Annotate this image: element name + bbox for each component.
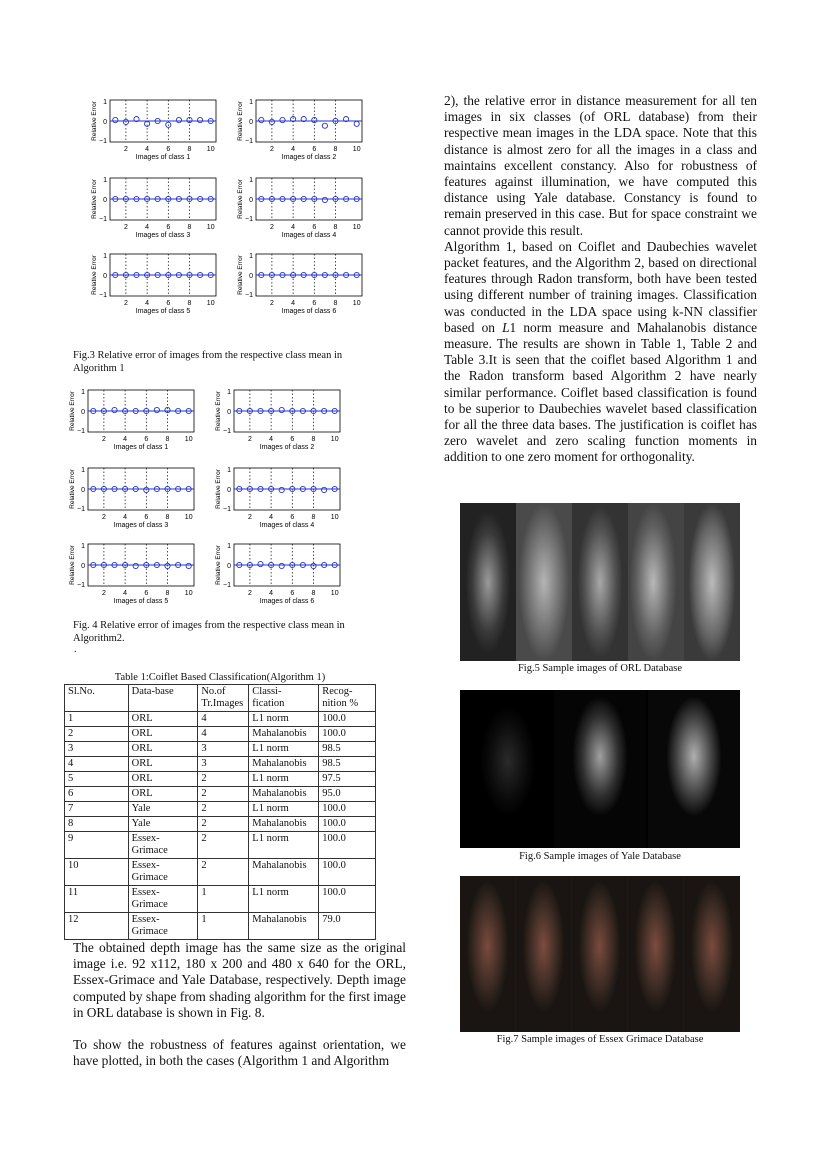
table-cell: Yale — [128, 802, 198, 817]
fig3-point — [259, 117, 264, 122]
table1-header-row — [65, 685, 376, 712]
fig3-ylabel: Relative Error — [91, 255, 98, 295]
fig3-ytick-label: 0 — [249, 197, 253, 204]
right-paragraph-2b: 1 norm measure and Mahalanobis distance measure. The results are shown in Table 1, Table 2 and Table 3.It is seen that the coiflet based Algorithm 1 and the Radon transform based Algorithm 2 have nearly similar performance. Coiflet based classification is found to be superior to Daubechies wavelet based classification for all the three data bases. The justification is coiflet has zero wavelet and zero scaling function moments in addition to one zero moment for orthogonality. — [444, 319, 758, 465]
fig3-xtick-label: 6 — [166, 146, 171, 153]
fig3-xtick-label: 6 — [166, 224, 171, 231]
fig5-caption: Fig.5 Sample images of ORL Database — [517, 663, 683, 674]
fig4-xtick-label: 8 — [165, 514, 170, 521]
fig3-ytick-label: 1 — [249, 177, 253, 184]
fig3-xlabel: Images of class 6 — [281, 308, 337, 315]
fig4-xlabel: Images of class 3 — [113, 522, 169, 529]
table-cell: Mahalanobis — [249, 817, 319, 832]
table-cell: 100.0 — [319, 727, 376, 742]
table-cell: ORL — [128, 772, 198, 787]
left-paragraph-2: To show the robustness of features against orientation, we have plotted, in both the cases (Algorithm 1 and Algorithm — [73, 1037, 406, 1069]
right-paragraph-2a: Algorithm 1, based on Coiflet and Daubechies wavelet packet features, and the Algorithm 2, based on directional features through Radon transform, both have been tested using different number of training images. Classification was conducted in the LDA space using k-NN classifier based on — [444, 238, 757, 335]
table-cell: 2 — [198, 859, 249, 886]
table-row — [65, 802, 376, 817]
yale-sample-images — [460, 690, 740, 848]
table-cell: 97.5 — [319, 772, 376, 787]
table-cell: ORL — [128, 787, 198, 802]
fig4-ytick-label: 0 — [81, 487, 85, 494]
table-row — [65, 787, 376, 802]
table-row — [65, 817, 376, 832]
fig4-xtick-label: 6 — [290, 514, 295, 521]
fig4-xtick-label: 4 — [123, 590, 128, 597]
fig4-xtick-label: 6 — [290, 590, 295, 597]
fig4-point — [133, 563, 138, 568]
fig3-xtick-label: 10 — [206, 146, 215, 153]
fig4-xtick-label: 10 — [330, 590, 339, 597]
table-row — [65, 757, 376, 772]
table-cell: 11 — [65, 886, 129, 913]
table-cell: 1 — [198, 886, 249, 913]
table-cell: 100.0 — [319, 859, 376, 886]
right-column-text — [444, 93, 757, 466]
table1-header-cell: No.of Tr.Images — [198, 685, 249, 712]
table-cell: 100.0 — [319, 802, 376, 817]
fig3-xlabel: Images of class 5 — [135, 308, 191, 315]
table-cell: L1 norm — [249, 802, 319, 817]
fig3-point — [354, 121, 359, 126]
fig3-xtick-label: 6 — [312, 146, 317, 153]
fig3-ytick-label: 1 — [103, 177, 107, 184]
fig4-point — [258, 561, 263, 566]
fig4-xtick-label: 2 — [247, 436, 252, 443]
table-cell: L1 norm — [249, 712, 319, 727]
table-cell: 2 — [198, 817, 249, 832]
norm-symbol: L — [502, 319, 510, 335]
fig4-ytick-label: 0 — [227, 487, 231, 494]
table-cell: ORL — [128, 727, 198, 742]
table-cell: ORL — [128, 712, 198, 727]
table-cell: 10 — [65, 859, 129, 886]
fig4-xtick-label: 4 — [269, 514, 274, 521]
table1 — [64, 684, 376, 940]
fig3-point — [322, 197, 327, 202]
fig4-xtick-label: 10 — [330, 436, 339, 443]
essex-sample-images — [460, 876, 740, 1032]
table-cell: 98.5 — [319, 757, 376, 772]
table-cell: Essex- Grimace — [128, 913, 198, 940]
table-cell: Mahalanobis — [249, 859, 319, 886]
fig4-ytick-label: 1 — [81, 467, 85, 474]
fig3-ylabel: Relative Error — [237, 255, 244, 295]
table-cell: 1 — [198, 913, 249, 940]
fig3-xtick-label: 6 — [166, 300, 171, 307]
table-cell: Essex- Grimace — [128, 886, 198, 913]
table-row — [65, 913, 376, 940]
fig4-xtick-label: 8 — [165, 436, 170, 443]
fig3-xlabel: Images of class 3 — [135, 232, 191, 239]
table-cell: 6 — [65, 787, 129, 802]
table-cell: L1 norm — [249, 742, 319, 757]
fig3-xtick-label: 2 — [123, 224, 128, 231]
fig4-xtick-label: 2 — [101, 436, 106, 443]
fig4-ytick-label: −1 — [223, 428, 231, 435]
table1-caption: Table 1:Coiflet Based Classification(Algorithm 1) — [114, 672, 326, 683]
fig4-ytick-label: 0 — [81, 563, 85, 570]
fig4-xtick-label: 8 — [165, 590, 170, 597]
fig3-point — [280, 117, 285, 122]
table-cell: 4 — [198, 727, 249, 742]
fig4-point — [279, 407, 284, 412]
table-cell: 79.0 — [319, 913, 376, 940]
fig4-xlabel: Images of class 6 — [259, 598, 315, 605]
table-row — [65, 742, 376, 757]
table-row — [65, 832, 376, 859]
fig3-xtick-label: 8 — [333, 146, 338, 153]
fig3-xtick-label: 10 — [352, 300, 361, 307]
fig3-ytick-label: −1 — [245, 292, 253, 299]
fig4-point — [112, 407, 117, 412]
table-cell: 100.0 — [319, 832, 376, 859]
left-column-text — [73, 940, 406, 1069]
fig3-ytick-label: 0 — [103, 197, 107, 204]
fig4-xtick-label: 8 — [311, 514, 316, 521]
fig4-xtick-label: 8 — [311, 436, 316, 443]
fig3-xtick-label: 8 — [187, 224, 192, 231]
table-row — [65, 859, 376, 886]
fig3-ylabel: Relative Error — [237, 101, 244, 141]
fig3-xtick-label: 10 — [352, 146, 361, 153]
fig4-plots — [66, 388, 366, 620]
fig3-ytick-label: 0 — [249, 119, 253, 126]
fig3-xlabel: Images of class 2 — [281, 154, 337, 161]
fig3-ylabel: Relative Error — [91, 179, 98, 219]
fig3-point — [113, 117, 118, 122]
fig3-xtick-label: 2 — [123, 300, 128, 307]
fig3-xtick-label: 4 — [145, 146, 150, 153]
fig3-ytick-label: 1 — [249, 253, 253, 260]
fig3-ytick-label: 0 — [103, 273, 107, 280]
fig4-ytick-label: −1 — [223, 506, 231, 513]
table-cell: Yale — [128, 817, 198, 832]
table-cell: 4 — [65, 757, 129, 772]
fig3-xtick-label: 2 — [123, 146, 128, 153]
table-cell: 100.0 — [319, 712, 376, 727]
table-cell: 2 — [198, 787, 249, 802]
fig3-ytick-label: −1 — [99, 216, 107, 223]
fig4-xtick-label: 10 — [184, 436, 193, 443]
table-cell: Mahalanobis — [249, 913, 319, 940]
table-cell: 100.0 — [319, 817, 376, 832]
fig3-ytick-label: −1 — [99, 138, 107, 145]
fig3-xtick-label: 8 — [333, 224, 338, 231]
fig3-ytick-label: 0 — [249, 273, 253, 280]
fig3-plots — [88, 98, 388, 330]
fig6-caption: Fig.6 Sample images of Yale Database — [519, 851, 681, 862]
table-cell: 5 — [65, 772, 129, 787]
fig4-point — [279, 487, 284, 492]
fig3-xtick-label: 10 — [206, 300, 215, 307]
table-cell: Mahalanobis — [249, 787, 319, 802]
fig4-xtick-label: 4 — [123, 436, 128, 443]
table-cell: Essex- Grimace — [128, 832, 198, 859]
fig4-ytick-label: 1 — [227, 467, 231, 474]
table1-header-cell: Sl.No. — [65, 685, 129, 712]
fig3-xtick-label: 10 — [352, 224, 361, 231]
fig3-xtick-label: 8 — [187, 146, 192, 153]
table-cell: ORL — [128, 742, 198, 757]
table-cell: 7 — [65, 802, 129, 817]
table-cell: 95.0 — [319, 787, 376, 802]
fig4-xtick-label: 6 — [144, 590, 149, 597]
table-cell: L1 norm — [249, 832, 319, 859]
table-cell: 2 — [198, 802, 249, 817]
fig4-xtick-label: 10 — [184, 590, 193, 597]
fig4-ylabel: Relative Error — [69, 469, 76, 509]
table-cell: 100.0 — [319, 886, 376, 913]
table-cell: 3 — [198, 742, 249, 757]
fig3-point — [198, 117, 203, 122]
fig3-xtick-label: 4 — [291, 146, 296, 153]
table-row — [65, 727, 376, 742]
table1-header-cell: Recog- nition % — [319, 685, 376, 712]
fig3-ytick-label: 1 — [103, 99, 107, 106]
fig4-caption: Fig. 4 Relative error of images from the respective class mean in Algorithm2. — [73, 620, 345, 644]
fig3-xtick-label: 2 — [269, 300, 274, 307]
fig4-ytick-label: −1 — [77, 506, 85, 513]
fig4-xtick-label: 2 — [247, 590, 252, 597]
fig3-xtick-label: 2 — [269, 146, 274, 153]
fig4-ytick-label: 0 — [227, 563, 231, 570]
fig3-svg — [88, 98, 388, 330]
fig4-xlabel: Images of class 1 — [113, 444, 169, 451]
fig3-ytick-label: −1 — [245, 138, 253, 145]
fig3-xtick-label: 4 — [145, 224, 150, 231]
fig3-xtick-label: 8 — [187, 300, 192, 307]
table-cell: 3 — [65, 742, 129, 757]
fig3-ytick-label: −1 — [245, 216, 253, 223]
stray-dot: . — [74, 644, 77, 655]
fig4-point — [154, 407, 159, 412]
fig4-ylabel: Relative Error — [69, 545, 76, 585]
fig4-point — [186, 563, 191, 568]
fig4-xtick-label: 10 — [330, 514, 339, 521]
table-cell: 12 — [65, 913, 129, 940]
fig4-ytick-label: 0 — [227, 409, 231, 416]
fig4-xtick-label: 6 — [144, 514, 149, 521]
fig4-point — [322, 487, 327, 492]
orl-sample-images — [460, 503, 740, 661]
table-cell: 2 — [198, 772, 249, 787]
fig3-xtick-label: 6 — [312, 300, 317, 307]
fig3-xtick-label: 10 — [206, 224, 215, 231]
table-cell: Mahalanobis — [249, 727, 319, 742]
fig3-ytick-label: 0 — [103, 119, 107, 126]
fig4-point — [279, 563, 284, 568]
table-row — [65, 886, 376, 913]
fig4-xtick-label: 4 — [269, 436, 274, 443]
fig3-ytick-label: 1 — [103, 253, 107, 260]
fig4-ylabel: Relative Error — [215, 545, 222, 585]
fig3-xtick-label: 2 — [269, 224, 274, 231]
fig4-xlabel: Images of class 4 — [259, 522, 315, 529]
table-cell: Essex- Grimace — [128, 859, 198, 886]
table-cell: 98.5 — [319, 742, 376, 757]
table-row — [65, 772, 376, 787]
fig3-ylabel: Relative Error — [91, 101, 98, 141]
table-cell: 9 — [65, 832, 129, 859]
fig4-xtick-label: 10 — [184, 514, 193, 521]
fig4-ytick-label: 1 — [81, 543, 85, 550]
fig3-xlabel: Images of class 1 — [135, 154, 191, 161]
fig3-caption: Fig.3 Relative error of images from the respective class mean in Algorithm 1 — [73, 350, 343, 374]
fig4-ytick-label: 1 — [227, 389, 231, 396]
table-cell: 4 — [198, 712, 249, 727]
fig4-xtick-label: 2 — [101, 514, 106, 521]
fig3-xtick-label: 4 — [291, 300, 296, 307]
fig4-ytick-label: −1 — [77, 428, 85, 435]
fig3-point — [322, 123, 327, 128]
fig7-caption: Fig.7 Sample images of Essex Grimace Database — [496, 1034, 704, 1045]
right-paragraph-1: 2), the relative error in distance measurement for all ten images in six classes (of ORL database) from their respective mean images in the LDA space. Note that this distance is almost zero for all the images in a class and maintains excellent constancy. Also for robustness of features against illumination, we have computed this distance using Yale database. Constancy is found to remain preserved in this case. But for space constraint we cannot provide this result. — [444, 93, 757, 238]
fig3-point — [176, 117, 181, 122]
table-cell: L1 norm — [249, 886, 319, 913]
fig3-ylabel: Relative Error — [237, 179, 244, 219]
fig3-ytick-label: −1 — [99, 292, 107, 299]
fig3-ytick-label: 1 — [249, 99, 253, 106]
fig4-xtick-label: 2 — [247, 514, 252, 521]
fig3-xtick-label: 4 — [145, 300, 150, 307]
table-row — [65, 712, 376, 727]
table-cell: 8 — [65, 817, 129, 832]
fig4-ytick-label: −1 — [223, 582, 231, 589]
table-cell: 2 — [198, 832, 249, 859]
fig4-ylabel: Relative Error — [215, 391, 222, 431]
fig4-xtick-label: 6 — [290, 436, 295, 443]
fig4-ylabel: Relative Error — [215, 469, 222, 509]
table-cell: L1 norm — [249, 772, 319, 787]
fig3-xtick-label: 8 — [333, 300, 338, 307]
fig4-xtick-label: 2 — [101, 590, 106, 597]
fig4-ytick-label: 1 — [81, 389, 85, 396]
fig4-xtick-label: 4 — [123, 514, 128, 521]
table-cell: 2 — [65, 727, 129, 742]
fig4-xlabel: Images of class 2 — [259, 444, 315, 451]
fig4-ytick-label: −1 — [77, 582, 85, 589]
table-cell: ORL — [128, 757, 198, 772]
fig4-xtick-label: 8 — [311, 590, 316, 597]
fig4-xtick-label: 6 — [144, 436, 149, 443]
right-paragraph-2 — [444, 239, 757, 466]
table1-header-cell: Data-base — [128, 685, 198, 712]
fig3-xtick-label: 4 — [291, 224, 296, 231]
table1-header-cell: Classi- fication — [249, 685, 319, 712]
fig3-xtick-label: 6 — [312, 224, 317, 231]
fig4-xtick-label: 4 — [269, 590, 274, 597]
fig3-xlabel: Images of class 4 — [281, 232, 337, 239]
fig4-ylabel: Relative Error — [69, 391, 76, 431]
fig4-svg — [66, 388, 366, 620]
table-cell: 1 — [65, 712, 129, 727]
table-cell: Mahalanobis — [249, 757, 319, 772]
fig4-ytick-label: 0 — [81, 409, 85, 416]
fig4-ytick-label: 1 — [227, 543, 231, 550]
left-paragraph-1: The obtained depth image has the same size as the original image i.e. 92 x112, 180 x 200 and 480 x 640 for the ORL, Essex-Grimace and Yale Database, respectively. Depth image computed by shape from shading algorithm for the first image in ORL database is shown in Fig. 8. — [73, 940, 406, 1020]
table-cell: 3 — [198, 757, 249, 772]
fig4-xlabel: Images of class 5 — [113, 598, 169, 605]
